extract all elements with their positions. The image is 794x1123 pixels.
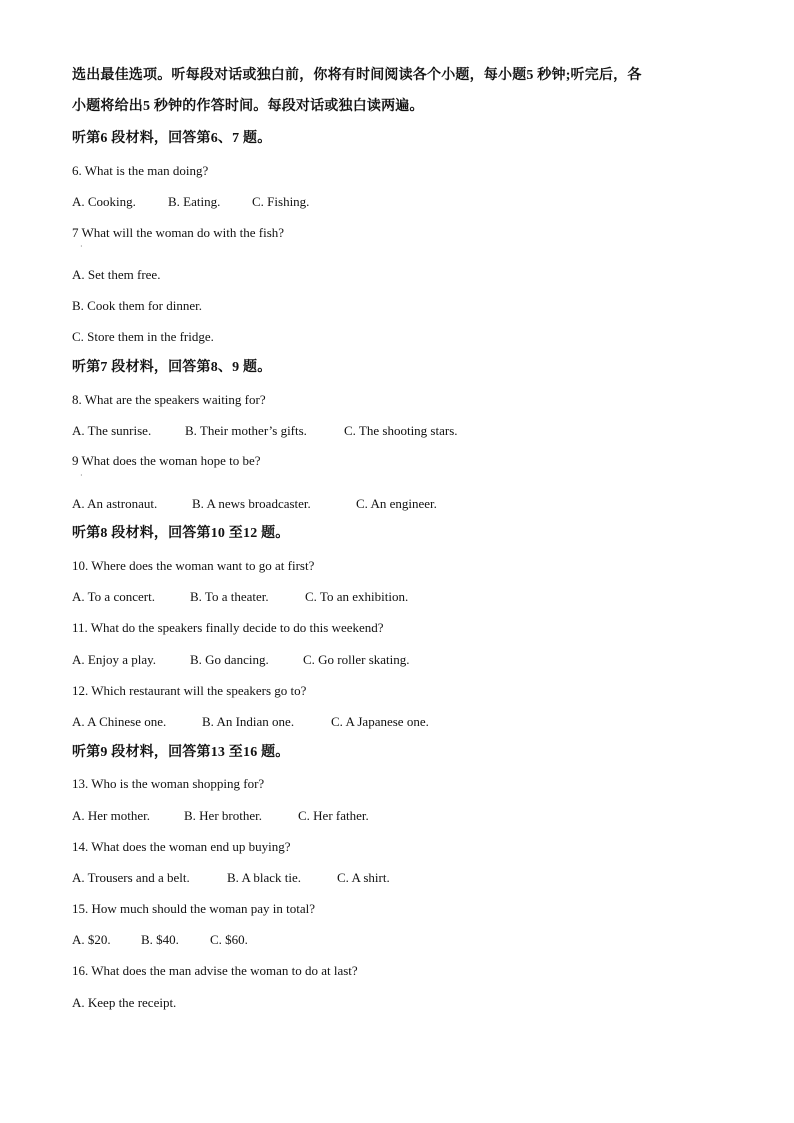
- option-11b[interactable]: B. Go dancing.: [190, 652, 269, 667]
- option-12b[interactable]: B. An Indian one.: [202, 714, 295, 729]
- question-6: 6. What is the man doing?: [72, 163, 209, 178]
- section-heading-7: 听第7 段材料，回答第8、9 题。: [72, 360, 272, 375]
- option-15a[interactable]: A. $20.: [72, 932, 111, 947]
- question-14: 14. What does the woman end up buying?: [72, 839, 291, 854]
- stray-dot-mark: ·: [80, 242, 83, 251]
- stray-dot-mark: ·: [80, 471, 83, 480]
- option-7a[interactable]: A. Set them free.: [72, 267, 161, 282]
- options-10: [72, 589, 408, 605]
- option-14c[interactable]: C. A shirt.: [337, 870, 390, 885]
- options-8: [72, 423, 458, 439]
- option-16a[interactable]: A. Keep the receipt.: [72, 995, 177, 1010]
- option-9c[interactable]: C. An engineer.: [356, 496, 437, 511]
- question-13: 13. Who is the woman shopping for?: [72, 776, 265, 791]
- option-10b[interactable]: B. To a theater.: [190, 589, 269, 604]
- question-16: 16. What does the man advise the woman to do at last?: [72, 963, 358, 978]
- options-6: [72, 194, 309, 210]
- options-11: [72, 652, 410, 668]
- option-10c[interactable]: C. To an exhibition.: [305, 589, 409, 604]
- option-10a[interactable]: A. To a concert.: [72, 589, 155, 604]
- intro-line-1: 选出最佳选项。听每段对话或独白前，你将有时间阅读各个小题，每小题5 秒钟;听完后，各: [72, 68, 642, 83]
- section-heading-8: 听第8 段材料，回答第10 至12 题。: [72, 526, 290, 541]
- option-7b[interactable]: B. Cook them for dinner.: [72, 298, 202, 313]
- question-9: 9 What does the woman hope to be?: [72, 453, 261, 468]
- option-14b[interactable]: B. A black tie.: [227, 870, 302, 885]
- option-13a[interactable]: A. Her mother.: [72, 808, 150, 823]
- option-14a[interactable]: A. Trousers and a belt.: [72, 870, 190, 885]
- option-15b[interactable]: B. $40.: [141, 932, 179, 947]
- option-13b[interactable]: B. Her brother.: [184, 808, 262, 823]
- option-12a[interactable]: A. A Chinese one.: [72, 714, 167, 729]
- option-9a[interactable]: A. An astronaut.: [72, 496, 158, 511]
- option-8c[interactable]: C. The shooting stars.: [344, 423, 458, 438]
- option-8b[interactable]: B. Their mother’s gifts.: [185, 423, 307, 438]
- option-13c[interactable]: C. Her father.: [298, 808, 369, 823]
- question-12: 12. Which restaurant will the speakers go to?: [72, 683, 307, 698]
- options-12: [72, 714, 429, 730]
- question-15: 15. How much should the woman pay in total?: [72, 901, 315, 916]
- section-heading-6: 听第6 段材料，回答第6、7 题。: [72, 131, 272, 146]
- question-7: 7 What will the woman do with the fish?: [72, 225, 285, 240]
- option-9b[interactable]: B. A news broadcaster.: [192, 496, 311, 511]
- option-15c[interactable]: C. $60.: [210, 932, 248, 947]
- option-6b[interactable]: B. Eating.: [168, 194, 221, 209]
- intro-line-2: 小题将给出5 秒钟的作答时间。每段对话或独白读两遍。: [72, 99, 424, 114]
- question-8: 8. What are the speakers waiting for?: [72, 392, 266, 407]
- options-15: [72, 932, 248, 948]
- section-heading-9: 听第9 段材料，回答第13 至16 题。: [72, 745, 290, 760]
- option-8a[interactable]: A. The sunrise.: [72, 423, 152, 438]
- option-6c[interactable]: C. Fishing.: [252, 194, 310, 209]
- option-12c[interactable]: C. A Japanese one.: [331, 714, 429, 729]
- option-11c[interactable]: C. Go roller skating.: [303, 652, 410, 667]
- options-14: [72, 870, 390, 886]
- question-10: 10. Where does the woman want to go at first?: [72, 558, 315, 573]
- option-11a[interactable]: A. Enjoy a play.: [72, 652, 156, 667]
- options-9: [72, 496, 437, 512]
- options-13: [72, 808, 369, 824]
- option-7c[interactable]: C. Store them in the fridge.: [72, 329, 214, 344]
- question-11: 11. What do the speakers finally decide to do this weekend?: [72, 620, 384, 635]
- option-6a[interactable]: A. Cooking.: [72, 194, 136, 209]
